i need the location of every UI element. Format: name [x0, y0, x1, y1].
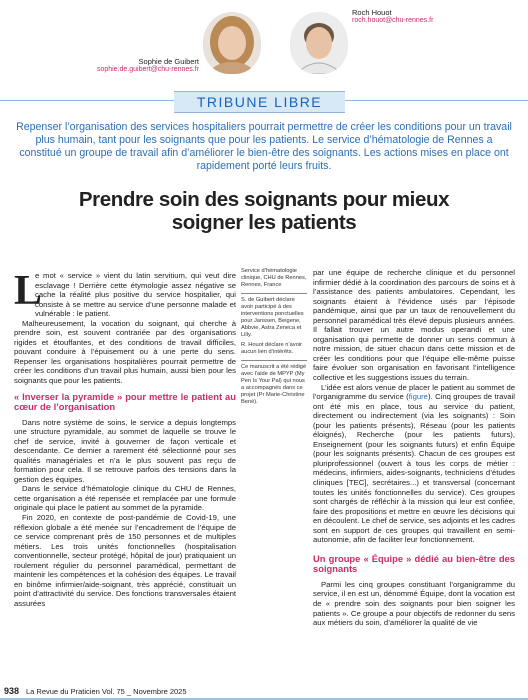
subheading: « Inverser la pyramide » pour mettre le patient au cœur de l’organisation	[14, 390, 236, 413]
conflict-of-interest: S. de Guibert déclare avoir participé à des interventions ponctuelles pour Janssen, Beigene, Abbvie, Astra Zeneca et Lilly.	[241, 297, 304, 338]
paragraph: par une équipe de recherche clinique et du personnel infirmier dédié à la coordination des parcours de soins et à l’assistance des patients ambulatoires. Cependant, les soignants étaient à l’évidence usés par l’épisode pandémique, ainsi que par un taux de renouvellement du personnel paramédical très élevé depuis plusieurs années. Il fallait trouver un autre modus operandi et une organisation qui permette de donner un sens commun à notre mission, de situer chacun dans cette mission et de créer les conditions pour que l’équipe elle-même puisse faire évoluer son organisation en favorisant l’intelligence collective et les suggestions issues du terrain.	[313, 268, 515, 383]
divider	[241, 360, 307, 361]
paragraph: e mot « service » vient du latin servitium, qui veut dire esclavage ! Derrière cette étymologie assez négative se cache la réalité plus positive du service hospitalier, qui consiste à se mettre au service d’une personne malade et vulnérable : le patient.	[35, 271, 236, 319]
section-label: TRIBUNE LIBRE	[196, 94, 323, 110]
author-roch-houot	[352, 8, 472, 24]
author-info-sidebar	[241, 268, 307, 406]
affiliation: Service d’hématologie clinique, CHU de Rennes, Rennes, France	[241, 268, 307, 288]
author-sophie-de-guibert	[87, 57, 199, 73]
author-portrait-roch-houot	[290, 12, 348, 74]
subheading: Un groupe « Équipe » dédié au bien-être des soignants	[313, 552, 515, 575]
paragraph: Dans le service d’hématologie clinique du CHU de Rennes, cette organisation a été repensée et remplacée par une formule originale qui place le patient au sommet de la pyramide.	[14, 484, 236, 513]
paragraph: Parmi les cinq groupes constituant l’organigramme du service, il en est un, dénommé Équipe, dont la vocation est de « prendre soin des soignants pour bien soigner les patients ». Ce groupe a pour objectifs de redonner du sens aux métiers du soin, d’améliorer la qualité de vie	[313, 579, 515, 628]
paragraph: Malheureusement, la vocation du soignant, qui cherche à prendre soin, est souvent contrariée par des organisations rigides et étouffantes, et des conditions de travail difficiles, pouvant conduire à l’épuisement ou à une perte du sens. Repenser les organisations hospitalières pourrait permettre de créer les conditions d’un travail plus humain, aussi bien pour les soignants que pour les patients.	[14, 318, 236, 386]
author-email[interactable]: sophie.de.guibert@chu-rennes.fr	[96, 66, 199, 73]
intro-lead: Repenser l’organisation des services hospitaliers pourrait permettre de créer les conditions pour un travail plus humain, tant pour les soignants que pour les patients. Le service d’hématologie de Rennes a constitué un groupe de travail afin d’améliorer le bien-être des soignants. Les actions mises en place ont rapidement porté leurs fruits.	[16, 121, 512, 172]
author-portrait-sophie-de-guibert	[203, 12, 261, 74]
article-headline: Prendre soin des soignants pour mieux soigner les patients	[78, 188, 450, 234]
page-number: 938	[4, 686, 20, 696]
right-column	[313, 268, 515, 628]
figure-link[interactable]: figure	[408, 392, 428, 402]
left-column	[14, 268, 236, 609]
journal-footer: La Revue du Praticien Vol. 75 _ Novembre 2025	[26, 687, 187, 696]
paragraph: Dans notre système de soins, le service a depuis longtemps une structure pyramidale, au sommet de laquelle se trouve le chef de service, invité à gouverner de façon verticale et descendante. Ce dernier a rarement été sélectionné pour ses qualités managériales et n’a le plus souvent pas reçu de formation pour cela. Il se retrouve parfois des tensions dans la gestion des équipes.	[14, 417, 236, 484]
writing-note: Ce manuscrit a été rédigé avec l’aide de MPYP (My Pen Is Your Pal) qui nous a accompagnés dans ce projet (Pr Marie-Christine Bené).	[241, 364, 307, 405]
section-banner	[174, 91, 345, 113]
paragraph-text: ). Cinq groupes de travail ont été mis en place, tous au service du patient, directement ou indirectement (via les soignants) : Soin (pour les patients présents), Réseau (pour les patients éloignés), Recherche (pour les patients futurs), Enseignement (pour les soignants futurs) et enfin Équipe (pour les soignants présents). Chacun de ces groupes est pluriprofessionnel (ouvert à tous les corps de métier : médecins, infirmiers, aides-soignants, techniciens d’études cliniques [TEC], secrétaires...) et transversal (concernant toutes les unités fonctionnelles du service). Ces groupes sont chargés de réfléchir à la mission qui leur est confiée, faire des propositions et mettre en œuvre les décisions qui en découlent. Le chef de service, ses adjoints et les cadres sont en support de ces groupes qui travaillent en semi-autonomie, afin de faciliter leur fonctionnement.	[313, 392, 515, 545]
author-email[interactable]: roch.houot@chu-rennes.fr	[352, 17, 434, 24]
author-name: Sophie de Guibert	[138, 57, 199, 66]
drop-cap: L	[14, 268, 43, 314]
conflict-of-interest: R. Houot déclare n’avoir aucun lien d’intérêts.	[241, 342, 303, 355]
paragraph-text: L’idée est alors venue de placer le patient au sommet de l’organigramme du service (	[313, 382, 515, 402]
paragraph: Fin 2020, en contexte de post-pandémie de Covid-19, une réflexion globale a été menée sur l’encadrement de l’équipe de ce service comprenant près de 150 personnes et de multiples métiers. Les trois unités fonctionnelles (hospitalisation conventionnelle, secteur protégé, hôpital de jour) pratiquaient un roulement régulier du personnel paramédical, permettant de maintenir les compétences et la cohésion des équipes. Le travail en binôme infirmier/aide-soignant, très apprécié, constituait un point d’attractivité du service. Des fonctions transversales étaient assurées	[14, 513, 236, 608]
author-name: Roch Houot	[352, 8, 392, 17]
paragraph	[313, 383, 515, 545]
divider	[241, 293, 307, 294]
